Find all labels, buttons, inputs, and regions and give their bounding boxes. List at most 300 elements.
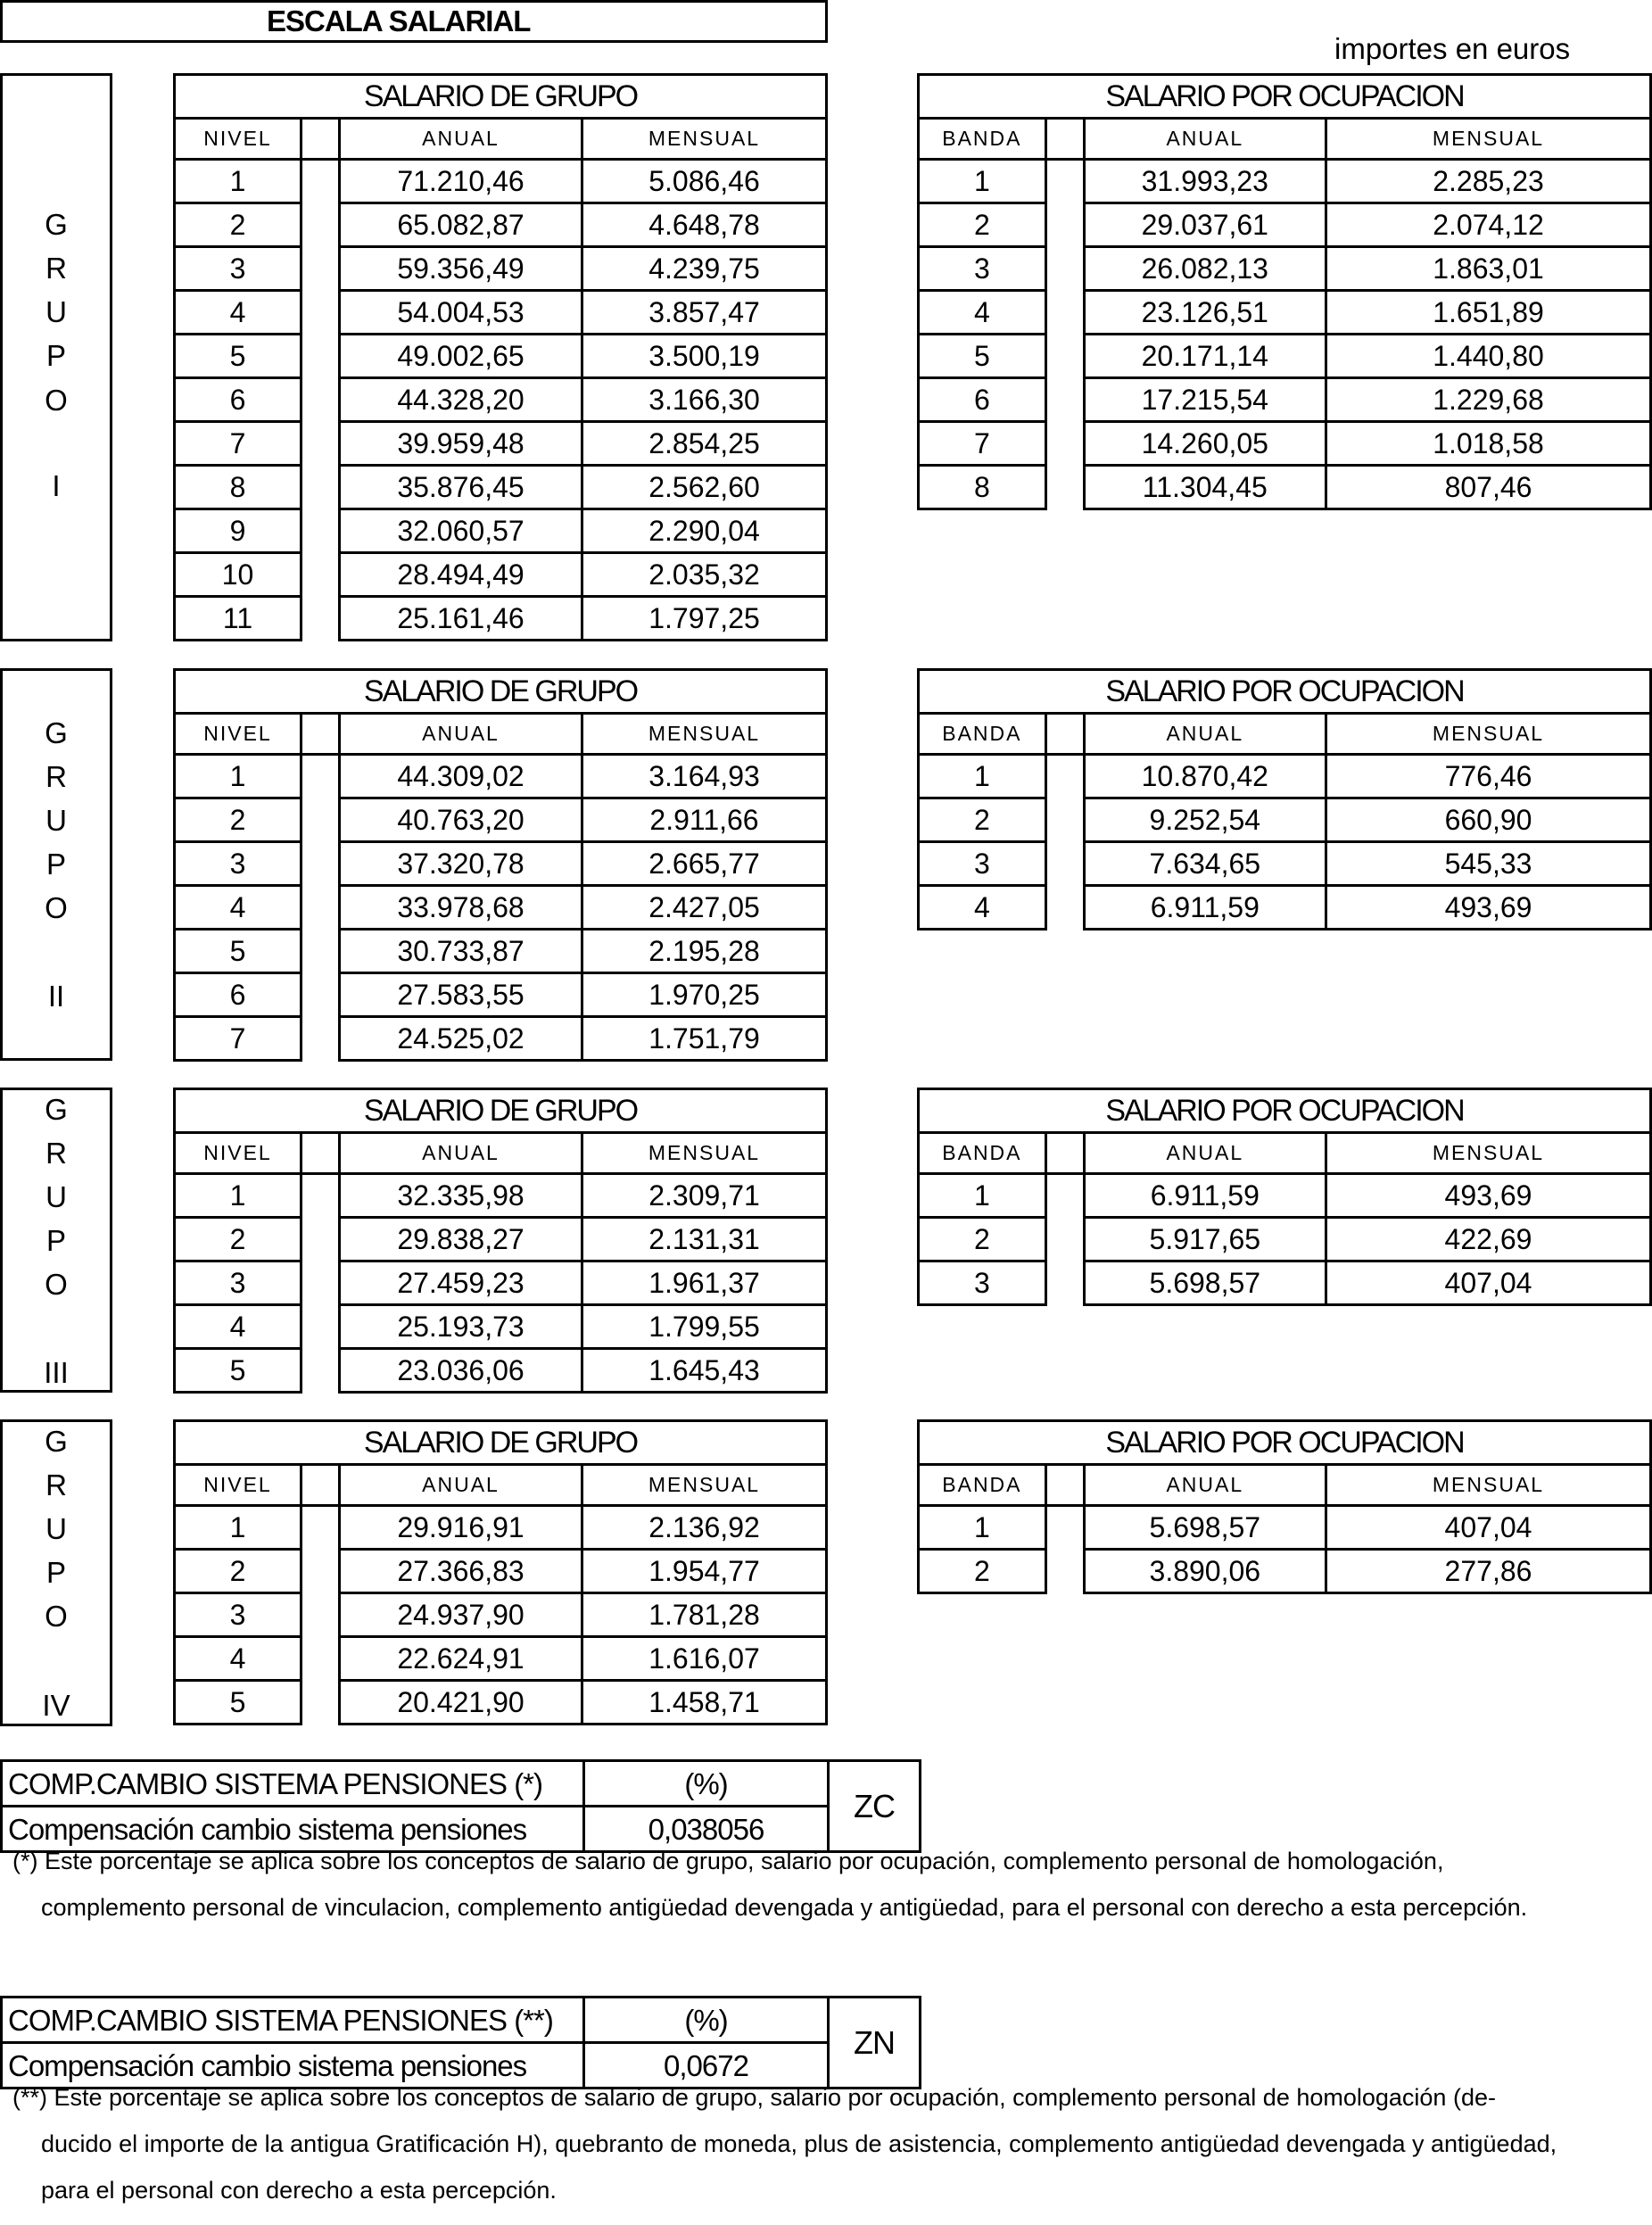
annual-cell: 5.698,57 bbox=[1084, 1506, 1326, 1550]
group-label-letter: R bbox=[45, 1137, 67, 1170]
spacer-cell bbox=[301, 842, 340, 886]
level-column-header: NIVEL bbox=[175, 1133, 301, 1174]
table-row bbox=[919, 203, 1651, 247]
annual-cell: 30.733,87 bbox=[340, 930, 582, 973]
annual-cell: 6.911,59 bbox=[1084, 886, 1326, 930]
annual-cell: 29.838,27 bbox=[340, 1218, 582, 1261]
level-cell: 6 bbox=[175, 973, 301, 1017]
annual-column-header: ANUAL bbox=[1084, 1465, 1326, 1506]
compensation-title: COMP.CAMBIO SISTEMA PENSIONES (**) bbox=[2, 1998, 584, 2043]
level-column-header: NIVEL bbox=[175, 714, 301, 755]
group-label-letter: U bbox=[45, 1180, 67, 1213]
monthly-cell: 2.136,92 bbox=[582, 1506, 827, 1550]
salario-por-ocupacion-table bbox=[917, 73, 1652, 510]
monthly-cell: 1.645,43 bbox=[582, 1349, 827, 1393]
annual-cell: 23.036,06 bbox=[340, 1349, 582, 1393]
band-cell: 4 bbox=[919, 886, 1046, 930]
table-row bbox=[175, 1681, 827, 1725]
spacer-cell bbox=[301, 930, 340, 973]
spacer-cell bbox=[301, 798, 340, 842]
spacer-cell bbox=[1045, 1174, 1084, 1218]
annual-cell: 37.320,78 bbox=[340, 842, 582, 886]
table-row bbox=[175, 842, 827, 886]
table-row bbox=[919, 422, 1651, 466]
annual-cell: 25.161,46 bbox=[340, 597, 582, 641]
table-row bbox=[919, 335, 1651, 378]
table-header: SALARIO POR OCUPACION bbox=[919, 1089, 1651, 1133]
level-cell: 5 bbox=[175, 335, 301, 378]
spacer-cell bbox=[301, 973, 340, 1017]
annual-cell: 23.126,51 bbox=[1084, 291, 1326, 335]
monthly-cell: 2.195,28 bbox=[582, 930, 827, 973]
band-cell: 2 bbox=[919, 798, 1046, 842]
monthly-cell: 2.285,23 bbox=[1326, 160, 1651, 203]
table-row bbox=[175, 466, 827, 509]
monthly-cell: 1.018,58 bbox=[1326, 422, 1651, 466]
footnote-line: (*) Este porcentaje se aplica sobre los conceptos de salario de grupo, salario por ocupación, complemento personal de homologación, bbox=[12, 1848, 1444, 1874]
annual-cell: 24.525,02 bbox=[340, 1017, 582, 1061]
band-cell: 2 bbox=[919, 1550, 1046, 1593]
table-row bbox=[919, 247, 1651, 291]
table-row bbox=[919, 886, 1651, 930]
spacer-cell bbox=[1045, 886, 1084, 930]
level-cell: 9 bbox=[175, 509, 301, 553]
monthly-cell: 5.086,46 bbox=[582, 160, 827, 203]
compensation-title: COMP.CAMBIO SISTEMA PENSIONES (*) bbox=[2, 1761, 584, 1807]
level-cell: 5 bbox=[175, 1349, 301, 1393]
annual-cell: 11.304,45 bbox=[1084, 466, 1326, 509]
annual-column-header: ANUAL bbox=[340, 1465, 582, 1506]
table-row bbox=[175, 1017, 827, 1061]
table-row bbox=[175, 1261, 827, 1305]
spacer-cell bbox=[1045, 247, 1084, 291]
band-column-header: BANDA bbox=[919, 714, 1046, 755]
level-cell: 5 bbox=[175, 1681, 301, 1725]
percent-header: (%) bbox=[584, 1998, 829, 2043]
monthly-column-header: MENSUAL bbox=[582, 1133, 827, 1174]
compensation-label: Compensación cambio sistema pensiones bbox=[2, 1807, 584, 1852]
monthly-cell: 545,33 bbox=[1326, 842, 1651, 886]
band-cell: 1 bbox=[919, 1174, 1046, 1218]
level-cell: 1 bbox=[175, 160, 301, 203]
annual-cell: 17.215,54 bbox=[1084, 378, 1326, 422]
spacer-cell bbox=[301, 1465, 340, 1506]
table-row bbox=[175, 1637, 827, 1681]
band-cell: 3 bbox=[919, 1261, 1046, 1305]
table-row bbox=[919, 842, 1651, 886]
annual-cell: 3.890,06 bbox=[1084, 1550, 1326, 1593]
level-cell: 1 bbox=[175, 1506, 301, 1550]
group-label-letter: P bbox=[45, 1556, 66, 1589]
level-column-header: NIVEL bbox=[175, 1465, 301, 1506]
group-label-letter: II bbox=[47, 980, 65, 1013]
group-label-letter: P bbox=[45, 1224, 66, 1257]
spacer-cell bbox=[301, 1349, 340, 1393]
annual-cell: 59.356,49 bbox=[340, 247, 582, 291]
monthly-cell: 660,90 bbox=[1326, 798, 1651, 842]
monthly-cell: 2.911,66 bbox=[582, 798, 827, 842]
spacer-cell bbox=[1045, 714, 1084, 755]
group-label-letter: IV bbox=[42, 1689, 70, 1722]
table-row bbox=[175, 1550, 827, 1593]
monthly-column-header: MENSUAL bbox=[1326, 1133, 1650, 1174]
monthly-cell: 493,69 bbox=[1326, 886, 1651, 930]
spacer-cell bbox=[1045, 1261, 1084, 1305]
group-label bbox=[0, 73, 112, 641]
annual-cell: 33.978,68 bbox=[340, 886, 582, 930]
table-row bbox=[175, 422, 827, 466]
band-column-header: BANDA bbox=[919, 119, 1046, 160]
monthly-cell: 1.229,68 bbox=[1326, 378, 1651, 422]
spacer-cell bbox=[1045, 203, 1084, 247]
table-row bbox=[175, 1174, 827, 1218]
salario-de-grupo-table bbox=[173, 73, 828, 641]
annual-cell: 20.421,90 bbox=[340, 1681, 582, 1725]
monthly-column-header: MENSUAL bbox=[1326, 119, 1651, 160]
spacer-cell bbox=[1045, 1465, 1084, 1506]
annual-column-header: ANUAL bbox=[1084, 119, 1326, 160]
table-row bbox=[175, 160, 827, 203]
spacer-cell bbox=[301, 1506, 340, 1550]
footnote-line: (**) Este porcentaje se aplica sobre los conceptos de salario de grupo, salario por ocupación, complemento personal de homologación (de- bbox=[12, 2084, 1496, 2111]
monthly-column-header: MENSUAL bbox=[1326, 714, 1651, 755]
monthly-cell: 807,46 bbox=[1326, 466, 1651, 509]
band-cell: 5 bbox=[919, 335, 1046, 378]
monthly-cell: 1.797,25 bbox=[582, 597, 827, 641]
annual-column-header: ANUAL bbox=[1084, 714, 1326, 755]
salario-de-grupo-table bbox=[173, 1088, 828, 1394]
level-cell: 1 bbox=[175, 1174, 301, 1218]
spacer-cell bbox=[301, 886, 340, 930]
monthly-cell: 277,86 bbox=[1326, 1550, 1650, 1593]
band-cell: 4 bbox=[919, 291, 1046, 335]
monthly-cell: 2.427,05 bbox=[582, 886, 827, 930]
level-cell: 4 bbox=[175, 1305, 301, 1349]
monthly-cell: 2.290,04 bbox=[582, 509, 827, 553]
footnote-line: para el personal con derecho a esta percepción. bbox=[41, 2177, 557, 2204]
band-column-header: BANDA bbox=[919, 1133, 1046, 1174]
spacer-cell bbox=[301, 1550, 340, 1593]
annual-cell: 7.634,65 bbox=[1084, 842, 1326, 886]
spacer-cell bbox=[301, 509, 340, 553]
annual-cell: 54.004,53 bbox=[340, 291, 582, 335]
spacer-cell bbox=[301, 1261, 340, 1305]
spacer-cell bbox=[301, 1681, 340, 1725]
table-row bbox=[175, 755, 827, 798]
group-label-letter: O bbox=[45, 1600, 68, 1633]
monthly-cell: 1.440,80 bbox=[1326, 335, 1651, 378]
monthly-cell: 2.035,32 bbox=[582, 553, 827, 597]
table-row bbox=[919, 798, 1651, 842]
spacer-cell bbox=[301, 1174, 340, 1218]
table-row bbox=[175, 247, 827, 291]
group-label-letter: R bbox=[45, 760, 67, 793]
group-label-letter: U bbox=[45, 804, 67, 837]
table-row bbox=[919, 160, 1651, 203]
percent-header: (%) bbox=[584, 1761, 829, 1807]
monthly-cell: 1.799,55 bbox=[582, 1305, 827, 1349]
group-label-letter: O bbox=[45, 1268, 68, 1301]
annual-cell: 65.082,87 bbox=[340, 203, 582, 247]
table-row bbox=[175, 509, 827, 553]
table-row bbox=[175, 291, 827, 335]
annual-cell: 44.309,02 bbox=[340, 755, 582, 798]
level-cell: 4 bbox=[175, 1637, 301, 1681]
group-label-letter: III bbox=[44, 1356, 69, 1389]
annual-cell: 29.916,91 bbox=[340, 1506, 582, 1550]
annual-cell: 27.459,23 bbox=[340, 1261, 582, 1305]
spacer-cell bbox=[1045, 422, 1084, 466]
spacer-cell bbox=[1045, 291, 1084, 335]
monthly-cell: 1.751,79 bbox=[582, 1017, 827, 1061]
spacer-cell bbox=[301, 203, 340, 247]
group-label-letter: O bbox=[45, 891, 68, 924]
spacer-cell bbox=[1045, 1550, 1084, 1593]
table-row bbox=[175, 1218, 827, 1261]
spacer-cell bbox=[1045, 842, 1084, 886]
table-row bbox=[175, 1305, 827, 1349]
spacer-cell bbox=[301, 1133, 340, 1174]
spacer-cell bbox=[301, 247, 340, 291]
monthly-cell: 2.665,77 bbox=[582, 842, 827, 886]
annual-cell: 32.335,98 bbox=[340, 1174, 582, 1218]
table-row bbox=[175, 1506, 827, 1550]
footnote-line: ducido el importe de la antigua Gratificación H), quebranto de moneda, plus de asistencia, complemento antigüedad devengada y antigüedad, bbox=[41, 2130, 1557, 2157]
band-cell: 6 bbox=[919, 378, 1046, 422]
salario-de-grupo-table bbox=[173, 668, 828, 1062]
annual-cell: 28.494,49 bbox=[340, 553, 582, 597]
compensation-code: ZN bbox=[829, 1998, 921, 2089]
annual-cell: 25.193,73 bbox=[340, 1305, 582, 1349]
spacer-cell bbox=[301, 553, 340, 597]
spacer-cell bbox=[301, 466, 340, 509]
band-cell: 1 bbox=[919, 1506, 1046, 1550]
currency-note: importes en euros bbox=[1334, 32, 1571, 65]
table-header: SALARIO DE GRUPO bbox=[175, 1421, 827, 1465]
table-header: SALARIO POR OCUPACION bbox=[919, 670, 1651, 714]
table-row bbox=[919, 466, 1651, 509]
level-cell: 4 bbox=[175, 291, 301, 335]
level-cell: 5 bbox=[175, 930, 301, 973]
compensation-code: ZC bbox=[829, 1761, 921, 1852]
annual-cell: 9.252,54 bbox=[1084, 798, 1326, 842]
annual-cell: 32.060,57 bbox=[340, 509, 582, 553]
salario-por-ocupacion-table bbox=[917, 1419, 1652, 1594]
salario-de-grupo-table bbox=[173, 1419, 828, 1725]
monthly-cell: 2.562,60 bbox=[582, 466, 827, 509]
annual-cell: 29.037,61 bbox=[1084, 203, 1326, 247]
band-column-header: BANDA bbox=[919, 1465, 1046, 1506]
spacer-cell bbox=[301, 1305, 340, 1349]
annual-cell: 71.210,46 bbox=[340, 160, 582, 203]
band-cell: 2 bbox=[919, 1218, 1046, 1261]
group-label-letter: G bbox=[45, 208, 68, 241]
monthly-cell: 422,69 bbox=[1326, 1218, 1650, 1261]
monthly-cell: 2.131,31 bbox=[582, 1218, 827, 1261]
monthly-cell: 776,46 bbox=[1326, 755, 1651, 798]
salario-por-ocupacion-table bbox=[917, 1088, 1652, 1306]
spacer-cell bbox=[1045, 1506, 1084, 1550]
spacer-cell bbox=[301, 714, 340, 755]
level-cell: 7 bbox=[175, 422, 301, 466]
group-label-letter: G bbox=[45, 716, 68, 749]
table-row bbox=[919, 755, 1651, 798]
annual-cell: 24.937,90 bbox=[340, 1593, 582, 1637]
spacer-cell bbox=[301, 422, 340, 466]
monthly-column-header: MENSUAL bbox=[582, 119, 827, 160]
monthly-column-header: MENSUAL bbox=[1326, 1465, 1650, 1506]
annual-column-header: ANUAL bbox=[1084, 1133, 1326, 1174]
monthly-cell: 3.166,30 bbox=[582, 378, 827, 422]
annual-cell: 20.171,14 bbox=[1084, 335, 1326, 378]
monthly-cell: 1.863,01 bbox=[1326, 247, 1651, 291]
compensation-label: Compensación cambio sistema pensiones bbox=[2, 2043, 584, 2089]
level-cell: 7 bbox=[175, 1017, 301, 1061]
page-title: ESCALA SALARIAL bbox=[0, 0, 828, 43]
table-row bbox=[919, 1174, 1651, 1218]
monthly-cell: 1.781,28 bbox=[582, 1593, 827, 1637]
group-label-letter: R bbox=[45, 1468, 67, 1501]
spacer-cell bbox=[301, 1593, 340, 1637]
table-row bbox=[919, 1550, 1651, 1593]
table-header: SALARIO POR OCUPACION bbox=[919, 75, 1651, 119]
monthly-cell: 4.239,75 bbox=[582, 247, 827, 291]
monthly-cell: 3.164,93 bbox=[582, 755, 827, 798]
annual-column-header: ANUAL bbox=[340, 119, 582, 160]
group-label-letter: O bbox=[45, 384, 68, 417]
level-column-header: NIVEL bbox=[175, 119, 301, 160]
table-header: SALARIO DE GRUPO bbox=[175, 75, 827, 119]
level-cell: 6 bbox=[175, 378, 301, 422]
level-cell: 3 bbox=[175, 1593, 301, 1637]
annual-cell: 5.698,57 bbox=[1084, 1261, 1326, 1305]
group-label-letter: R bbox=[45, 252, 67, 285]
band-cell: 1 bbox=[919, 755, 1046, 798]
salario-por-ocupacion-table bbox=[917, 668, 1652, 931]
table-row bbox=[175, 886, 827, 930]
monthly-cell: 2.854,25 bbox=[582, 422, 827, 466]
spacer-cell bbox=[301, 378, 340, 422]
level-cell: 2 bbox=[175, 1218, 301, 1261]
annual-cell: 27.366,83 bbox=[340, 1550, 582, 1593]
level-cell: 11 bbox=[175, 597, 301, 641]
table-header: SALARIO POR OCUPACION bbox=[919, 1421, 1651, 1465]
monthly-cell: 2.309,71 bbox=[582, 1174, 827, 1218]
group-label-letter: G bbox=[45, 1093, 68, 1126]
table-row bbox=[175, 597, 827, 641]
spacer-cell bbox=[1045, 1218, 1084, 1261]
monthly-cell: 3.857,47 bbox=[582, 291, 827, 335]
group-label-letter: P bbox=[45, 848, 66, 881]
annual-cell: 22.624,91 bbox=[340, 1637, 582, 1681]
footnote-line: complemento personal de vinculacion, complemento antigüedad devengada y antigüedad, para el personal con derecho a esta percepción. bbox=[41, 1894, 1528, 1921]
monthly-cell: 1.961,37 bbox=[582, 1261, 827, 1305]
table-row bbox=[175, 1349, 827, 1393]
annual-cell: 39.959,48 bbox=[340, 422, 582, 466]
table-header: SALARIO DE GRUPO bbox=[175, 1089, 827, 1133]
level-cell: 3 bbox=[175, 842, 301, 886]
group-label-letter: U bbox=[45, 295, 67, 328]
band-cell: 7 bbox=[919, 422, 1046, 466]
annual-cell: 26.082,13 bbox=[1084, 247, 1326, 291]
annual-column-header: ANUAL bbox=[340, 1133, 582, 1174]
level-cell: 2 bbox=[175, 203, 301, 247]
group-label-letter: U bbox=[45, 1512, 67, 1545]
annual-column-header: ANUAL bbox=[340, 714, 582, 755]
level-cell: 10 bbox=[175, 553, 301, 597]
level-cell: 2 bbox=[175, 1550, 301, 1593]
monthly-cell: 1.651,89 bbox=[1326, 291, 1651, 335]
table-header: SALARIO DE GRUPO bbox=[175, 670, 827, 714]
group-label-letter: P bbox=[45, 339, 66, 372]
spacer-cell bbox=[301, 1017, 340, 1061]
compensation-percent-value: 0,038056 bbox=[584, 1807, 829, 1852]
compensation-percent-value: 0,0672 bbox=[584, 2043, 829, 2089]
monthly-cell: 2.074,12 bbox=[1326, 203, 1651, 247]
annual-cell: 5.917,65 bbox=[1084, 1218, 1326, 1261]
table-row bbox=[175, 973, 827, 1017]
group-label bbox=[0, 1088, 112, 1393]
level-cell: 8 bbox=[175, 466, 301, 509]
spacer-cell bbox=[1045, 335, 1084, 378]
monthly-cell: 4.648,78 bbox=[582, 203, 827, 247]
spacer-cell bbox=[301, 597, 340, 641]
level-cell: 2 bbox=[175, 798, 301, 842]
table-row bbox=[175, 798, 827, 842]
table-row bbox=[919, 1218, 1651, 1261]
annual-cell: 14.260,05 bbox=[1084, 422, 1326, 466]
annual-cell: 35.876,45 bbox=[340, 466, 582, 509]
monthly-cell: 407,04 bbox=[1326, 1261, 1650, 1305]
spacer-cell bbox=[301, 1218, 340, 1261]
band-cell: 1 bbox=[919, 160, 1046, 203]
table-row bbox=[175, 1593, 827, 1637]
annual-cell: 49.002,65 bbox=[340, 335, 582, 378]
spacer-cell bbox=[1045, 119, 1084, 160]
monthly-cell: 1.458,71 bbox=[582, 1681, 827, 1725]
table-row bbox=[175, 930, 827, 973]
spacer-cell bbox=[301, 1637, 340, 1681]
monthly-column-header: MENSUAL bbox=[582, 714, 827, 755]
monthly-cell: 1.954,77 bbox=[582, 1550, 827, 1593]
monthly-column-header: MENSUAL bbox=[582, 1465, 827, 1506]
annual-cell: 44.328,20 bbox=[340, 378, 582, 422]
table-row bbox=[919, 378, 1651, 422]
annual-cell: 31.993,23 bbox=[1084, 160, 1326, 203]
group-label bbox=[0, 668, 112, 1061]
spacer-cell bbox=[1045, 798, 1084, 842]
spacer-cell bbox=[301, 335, 340, 378]
level-cell: 4 bbox=[175, 886, 301, 930]
level-cell: 3 bbox=[175, 1261, 301, 1305]
spacer-cell bbox=[301, 160, 340, 203]
monthly-cell: 407,04 bbox=[1326, 1506, 1650, 1550]
monthly-cell: 1.970,25 bbox=[582, 973, 827, 1017]
band-cell: 8 bbox=[919, 466, 1046, 509]
annual-cell: 10.870,42 bbox=[1084, 755, 1326, 798]
monthly-cell: 1.616,07 bbox=[582, 1637, 827, 1681]
table-row bbox=[919, 1261, 1651, 1305]
monthly-cell: 493,69 bbox=[1326, 1174, 1650, 1218]
group-label bbox=[0, 1419, 112, 1726]
annual-cell: 40.763,20 bbox=[340, 798, 582, 842]
spacer-cell bbox=[1045, 755, 1084, 798]
table-row bbox=[919, 291, 1651, 335]
annual-cell: 6.911,59 bbox=[1084, 1174, 1326, 1218]
level-cell: 1 bbox=[175, 755, 301, 798]
table-row bbox=[175, 335, 827, 378]
spacer-cell bbox=[301, 291, 340, 335]
